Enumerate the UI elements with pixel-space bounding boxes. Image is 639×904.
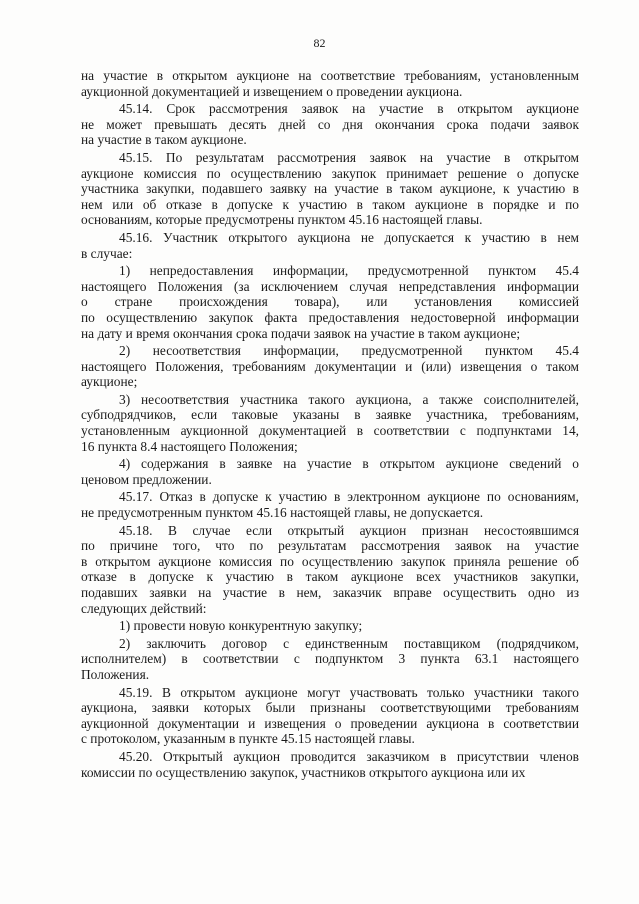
paragraph-cont (81, 68, 579, 99)
text-line: 2) несоответствия информации, предусмотренной пунктом 45.4 (119, 343, 579, 359)
text-line: 45.17. Отказ в допуске к участию в электронном аукционе по основаниям, (119, 489, 579, 505)
paragraph-45-16-3 (81, 392, 579, 454)
paragraph-45-17 (81, 489, 579, 520)
paragraph-45-16-4 (81, 456, 579, 487)
text-line: о стране происхождения товара), или установления комиссией (81, 294, 579, 310)
text-line: следующих действий: (81, 600, 207, 616)
text-line: 45.18. В случае если открытый аукцион признан несостоявшимся (119, 522, 579, 538)
text-line: аукционной документации и извещения о проведении аукциона в соответствии (81, 715, 579, 731)
text-line: 1) непредоставления информации, предусмотренной пунктом 45.4 (119, 263, 579, 279)
text-line: Положения. (81, 666, 150, 682)
text-line: на участие в таком аукционе. (81, 132, 247, 148)
text-line: не может превышать десять дней со дня окончания срока подачи заявок (81, 116, 579, 132)
paragraph-spacer (81, 780, 579, 782)
text-line: настоящего Положения (за исключением случая непредставления информации (81, 278, 579, 294)
paragraph-45-19 (81, 685, 579, 747)
text-line: 45.19. В открытом аукционе могут участвовать только участники такого (119, 684, 579, 700)
text-line: 4) содержания в заявке на участие в открытом аукционе сведений о (119, 456, 579, 472)
text-line: в открытом аукционе комиссия по осуществлению закупок приняла решение об (81, 553, 579, 569)
text-line: 45.14. Срок рассмотрения заявок на участие в открытом аукционе (119, 101, 579, 117)
text-line: 45.20. Открытый аукцион проводится заказчиком в присутствии членов (119, 748, 579, 764)
text-line: 1) провести новую конкурентную закупку; (119, 618, 363, 634)
text-line: 45.15. По результатам рассмотрения заявок на участие в открытом (119, 149, 579, 165)
paragraph-45-14 (81, 101, 579, 148)
text-line: 2) заключить договор с единственным поставщиком (подрядчиком, (119, 635, 579, 651)
paragraph-45-16-2 (81, 343, 579, 390)
text-line: нем или об отказе в допуске к участию в таком аукционе в порядке и по (81, 196, 579, 212)
text-line: на дату и время окончания срока подачи заявок на участие в таком аукционе; (81, 325, 521, 341)
text-line: аукционной документацией и извещением о проведении аукциона. (81, 83, 463, 99)
text-line: 3) несоответствия участника такого аукциона, а также соисполнителей, (119, 391, 579, 407)
text-line: исполнителем) в соответствии с подпунктом 3 пункта 63.1 настоящего (81, 651, 579, 667)
text-line: не предусмотренным пунктом 45.16 настоящей главы, не допускается. (81, 505, 484, 521)
text-line: по осуществлению закупок факта предоставления недостоверной информации (81, 309, 579, 325)
paragraph-45-16-1 (81, 263, 579, 341)
text-line: комиссии по осуществлению закупок, участников открытого аукциона или их (81, 764, 526, 780)
text-line: 16 пункта 8.4 настоящего Положения; (81, 438, 298, 454)
text-line: аукционе комиссия по осуществлению закупок принимает решение о допуске (81, 165, 579, 181)
text-line: установленным аукционной документацией в соответствии с подпунктами 14, (81, 423, 579, 439)
text-line: ценовом предложении. (81, 471, 212, 487)
document-body (81, 68, 579, 782)
text-line: настоящего Положения, требованиям документации и (или) извещения о таком (81, 358, 579, 374)
paragraph-45-18-2 (81, 636, 579, 683)
text-line: с протоколом, указанным в пункте 45.15 настоящей главы. (81, 731, 415, 747)
text-line: аукционе; (81, 374, 138, 390)
page-number: 82 (313, 36, 326, 50)
text-line: участника закупки, подавшего заявку на участие в таком аукционе, к участию в (81, 181, 579, 197)
paragraph-45-18-1 (81, 618, 579, 634)
text-line: по причине того, что по результатам рассмотрения заявок на участие (81, 538, 579, 554)
text-line: на участие в открытом аукционе на соответствие требованиям, установленным (81, 68, 579, 83)
text-line: субподрядчиков, если таковые указаны в заявке участника, требованиям, (81, 407, 579, 423)
paragraph-45-16 (81, 230, 579, 261)
text-line: основаниям, которые предусмотрены пунктом 45.16 настоящей главы. (81, 212, 483, 228)
text-line: отказе в допуске к участию в таком аукционе всех участников закупки, (81, 569, 579, 585)
text-line: в случае: (81, 245, 133, 261)
paragraph-45-20 (81, 749, 579, 780)
text-line: аукциона, заявки которых были признаны соответствующими требованиям (81, 700, 579, 716)
paragraph-45-15 (81, 150, 579, 228)
paragraph-45-18 (81, 523, 579, 617)
text-line: подавших заявки на участие в нем, заказчик вправе осуществить одно из (81, 585, 579, 600)
text-line: 45.16. Участник открытого аукциона не допускается к участию в нем (119, 229, 579, 245)
